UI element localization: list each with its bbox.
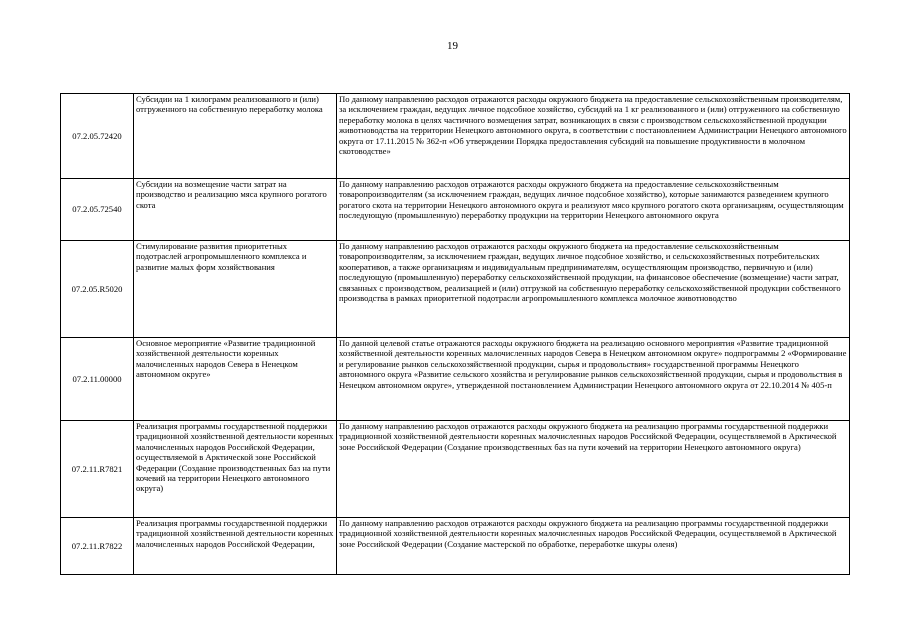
code-cell: 07.2.11.00000: [61, 338, 134, 421]
table-row: [61, 241, 850, 338]
table-row: [61, 421, 850, 518]
description-cell: По данному направлению расходов отражаются расходы окружного бюджета на реализацию программы государственной поддержки традиционной хозяйственной деятельности коренных малочисленных народов Российской Федерации, осуществляемой в Арктической зоне Российской Федерации (Создание мастерской по обработке, переработке шкуры оленя): [337, 518, 850, 575]
code-cell: 07.2.11.R7822: [61, 518, 134, 575]
table-row: [61, 179, 850, 241]
code-cell: 07.2.11.R7821: [61, 421, 134, 518]
page-number: 19: [447, 40, 458, 52]
table-row: [61, 94, 850, 179]
description-cell: По данному направлению расходов отражаются расходы окружного бюджета на предоставление сельскохозяйственным товаропроизводителям (за исключением граждан, ведущих личное подсобное хозяйство), которые занимаются разведением крупного рогатого скота на территории Ненецкого автономного округа и реализуют мясо крупного рогатого скота организациям, осуществляющим последующую (промышленную) переработку продукции на территории Ненецкого автономного округа: [337, 179, 850, 241]
code-cell: 07.2.05.72420: [61, 94, 134, 179]
name-cell: Реализация программы государственной поддержки традиционной хозяйственной деятельности коренных малочисленных народов Российской Федерации,: [134, 518, 337, 575]
description-cell: По данной целевой статье отражаются расходы окружного бюджета на реализацию основного мероприятия «Развитие традиционной хозяйственной деятельности коренных малочисленных народов Севера в Ненецком автономном округе» подпрограммы 2 «Формирование и регулирование рынков сельскохозяйственной продукции, сырья и продовольствия» государственной программы Ненецкого автономного округа «Развитие сельского хозяйства и регулирование рынков сельскохозяйственной продукции, сырья и продовольствия в Ненецком автономном округе», утвержденной постановлением Администрации Ненецкого автономного округа от 22.10.2014 № 405-п: [337, 338, 850, 421]
name-cell: Субсидии на 1 килограмм реализованного и (или) отгруженного на собственную переработку молока: [134, 94, 337, 179]
name-cell: Основное мероприятие «Развитие традиционной хозяйственной деятельности коренных малочисленных народов Севера в Ненецком автономном округе»: [134, 338, 337, 421]
name-cell: Стимулирование развития приоритетных подотраслей агропромышленного комплекса и развитие малых форм хозяйствования: [134, 241, 337, 338]
table-row: [61, 518, 850, 575]
code-cell: 07.2.05.72540: [61, 179, 134, 241]
table-row: [61, 338, 850, 421]
name-cell: Реализация программы государственной поддержки традиционной хозяйственной деятельности коренных малочисленных народов Российской Федерации, осуществляемой в Арктической зоне Российской Федерации (Создание производственных баз на пути кочевий на территории Ненецкого автономного округа): [134, 421, 337, 518]
description-cell: По данному направлению расходов отражаются расходы окружного бюджета на предоставление сельскохозяйственным производителям, за исключением граждан, ведущих личное подсобное хозяйство, субсидий на 1 кг реализованного и (или) отгруженного на собственную переработку молока в целях частичного возмещения затрат, возникающих в связи с производством сельскохозяйственной продукции животноводства на территории Ненецкого автономного округа, в соответствии с постановлением Администрации Ненецкого автономного округа от 17.11.2015 № 362-п «Об утверждении Порядка предоставления субсидий на повышение продуктивности в молочном скотоводстве»: [337, 94, 850, 179]
description-cell: По данному направлению расходов отражаются расходы окружного бюджета на реализацию программы государственной поддержки традиционной хозяйственной деятельности коренных малочисленных народов Российской Федерации, осуществляемой в Арктической зоне Российской Федерации (Создание производственных баз на пути кочевий на территории Ненецкого автономного округа): [337, 421, 850, 518]
budget-codes-table: [60, 93, 850, 575]
description-cell: По данному направлению расходов отражаются расходы окружного бюджета на предоставление сельскохозяйственным товаропроизводителям, за исключением граждан, ведущих личное подсобное хозяйство, и сельскохозяйственных потребительских кооперативов, а также организациям и индивидуальным предпринимателям, осуществляющим производство, первичную и (или) последующую (промышленную) переработку сельскохозяйственной продукции, на финансовое обеспечение (возмещение) части затрат, связанных с производством, реализацией и (или) отгрузкой на собственную переработку сельскохозяйственной продукции собственного производства в рамках приоритетной подотрасли агропромышленного комплекса молочное животноводство: [337, 241, 850, 338]
name-cell: Субсидии на возмещение части затрат на производство и реализацию мяса крупного рогатого скота: [134, 179, 337, 241]
code-cell: 07.2.05.R5020: [61, 241, 134, 338]
